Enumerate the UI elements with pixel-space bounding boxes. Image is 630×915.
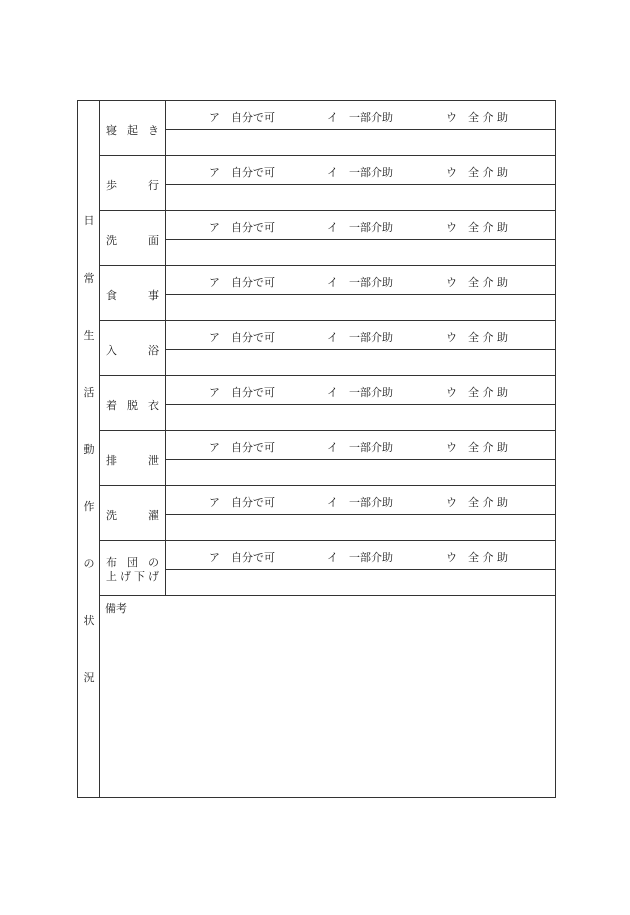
- option-letter: ウ: [446, 441, 457, 454]
- option-text: 全 介 助: [468, 166, 508, 179]
- option-letter: イ: [327, 111, 338, 124]
- option[interactable]: [446, 384, 508, 400]
- row-label-line: 着 脱 衣: [106, 399, 159, 412]
- option[interactable]: [209, 274, 275, 290]
- option-letter: イ: [327, 551, 338, 564]
- option-letter: イ: [327, 386, 338, 399]
- row-options: [166, 431, 555, 460]
- option-text: 自分で可: [231, 496, 275, 509]
- option[interactable]: [327, 109, 393, 125]
- option[interactable]: [446, 219, 508, 235]
- option[interactable]: [446, 109, 508, 125]
- option-letter: ウ: [446, 386, 457, 399]
- adl-row: [100, 541, 555, 596]
- row-label-line: 寝 起 き: [106, 124, 159, 137]
- option[interactable]: [209, 219, 275, 235]
- row-label: [100, 431, 166, 485]
- option-letter: イ: [327, 276, 338, 289]
- row-label: [100, 541, 166, 595]
- row-label-line: 歩 行: [106, 179, 159, 192]
- option[interactable]: [446, 439, 508, 455]
- option-text: 自分で可: [231, 441, 275, 454]
- row-label-line: 洗 面: [106, 234, 159, 247]
- adl-row: [100, 211, 555, 266]
- option[interactable]: [446, 329, 508, 345]
- option-text: 一部介助: [349, 551, 393, 564]
- row-label: [100, 101, 166, 155]
- adl-row: [100, 266, 555, 321]
- section-title-char: 常: [83, 272, 95, 285]
- option-text: 自分で可: [231, 221, 275, 234]
- adl-row: [100, 431, 555, 486]
- option-text: 自分で可: [231, 331, 275, 344]
- option[interactable]: [327, 549, 393, 565]
- option-letter: ア: [209, 331, 220, 344]
- option-text: 一部介助: [349, 496, 393, 509]
- section-title-char: 動: [83, 443, 95, 456]
- option-letter: ア: [209, 496, 220, 509]
- row-label-line: 布 団 の: [106, 556, 159, 569]
- row-options: [166, 101, 555, 130]
- option-text: 自分で可: [231, 551, 275, 564]
- row-options: [166, 266, 555, 295]
- section-title-char: 日: [83, 214, 95, 227]
- row-options: [166, 486, 555, 515]
- row-options: [166, 156, 555, 185]
- option-letter: ウ: [446, 166, 457, 179]
- row-options: [166, 376, 555, 405]
- option-text: 一部介助: [349, 386, 393, 399]
- section-title-char: 況: [83, 671, 95, 684]
- option[interactable]: [446, 274, 508, 290]
- option-text: 全 介 助: [468, 551, 508, 564]
- option-text: 全 介 助: [468, 496, 508, 509]
- adl-status-form: [77, 100, 556, 798]
- option-text: 一部介助: [349, 111, 393, 124]
- row-label: [100, 211, 166, 265]
- option[interactable]: [209, 549, 275, 565]
- option-text: 一部介助: [349, 166, 393, 179]
- option-letter: ウ: [446, 111, 457, 124]
- option[interactable]: [209, 329, 275, 345]
- row-label-line: 排 泄: [106, 454, 159, 467]
- option-letter: ア: [209, 276, 220, 289]
- row-label-line: 洗 濯: [106, 509, 159, 522]
- option-letter: ア: [209, 221, 220, 234]
- option[interactable]: [209, 109, 275, 125]
- row-label: [100, 376, 166, 430]
- option[interactable]: [446, 164, 508, 180]
- row-label-line: 食 事: [106, 289, 159, 302]
- option-text: 自分で可: [231, 166, 275, 179]
- option[interactable]: [209, 384, 275, 400]
- option-text: 全 介 助: [468, 441, 508, 454]
- option-letter: ウ: [446, 276, 457, 289]
- row-options: [166, 541, 555, 570]
- option-letter: ウ: [446, 221, 457, 234]
- option[interactable]: [327, 164, 393, 180]
- option[interactable]: [209, 164, 275, 180]
- option-text: 自分で可: [231, 276, 275, 289]
- row-label: [100, 486, 166, 540]
- option-text: 全 介 助: [468, 386, 508, 399]
- section-title-char: 生: [83, 329, 95, 342]
- row-options: [166, 321, 555, 350]
- option-text: 全 介 助: [468, 331, 508, 344]
- option-letter: イ: [327, 496, 338, 509]
- option-letter: ア: [209, 111, 220, 124]
- row-label: [100, 321, 166, 375]
- option[interactable]: [327, 219, 393, 235]
- option[interactable]: [327, 384, 393, 400]
- option[interactable]: [327, 329, 393, 345]
- option-text: 全 介 助: [468, 111, 508, 124]
- option-text: 全 介 助: [468, 221, 508, 234]
- row-label-line: 上げ下げ: [106, 570, 159, 583]
- option-letter: ア: [209, 166, 220, 179]
- option-letter: ア: [209, 551, 220, 564]
- option-letter: ウ: [446, 331, 457, 344]
- option[interactable]: [446, 549, 508, 565]
- option-letter: ウ: [446, 496, 457, 509]
- option-text: 全 介 助: [468, 276, 508, 289]
- option-letter: ウ: [446, 551, 457, 564]
- option[interactable]: [327, 274, 393, 290]
- option-text: 自分で可: [231, 386, 275, 399]
- section-title-char: 状: [83, 614, 95, 627]
- row-label: [100, 266, 166, 320]
- section-title-char: 作: [83, 500, 95, 513]
- option[interactable]: [209, 439, 275, 455]
- option-text: 一部介助: [349, 331, 393, 344]
- row-options: [166, 211, 555, 240]
- option-letter: ア: [209, 441, 220, 454]
- adl-row: [100, 156, 555, 211]
- remarks-area[interactable]: [100, 596, 555, 797]
- option-text: 一部介助: [349, 276, 393, 289]
- row-label-line: 入 浴: [106, 344, 159, 357]
- option-letter: イ: [327, 441, 338, 454]
- option-text: 一部介助: [349, 441, 393, 454]
- option[interactable]: [446, 494, 508, 510]
- adl-row: [100, 376, 555, 431]
- remarks-label: 備考: [105, 602, 127, 615]
- adl-row: [100, 101, 555, 156]
- option-text: 一部介助: [349, 221, 393, 234]
- section-title-vertical: [78, 101, 100, 797]
- option[interactable]: [327, 439, 393, 455]
- option-letter: イ: [327, 166, 338, 179]
- option-letter: イ: [327, 331, 338, 344]
- row-label: [100, 156, 166, 210]
- section-title-char: 活: [83, 386, 95, 399]
- option[interactable]: [209, 494, 275, 510]
- adl-row: [100, 321, 555, 376]
- option-letter: イ: [327, 221, 338, 234]
- adl-row: [100, 486, 555, 541]
- section-title-char: の: [83, 557, 95, 570]
- option-text: 自分で可: [231, 111, 275, 124]
- option-letter: ア: [209, 386, 220, 399]
- option[interactable]: [327, 494, 393, 510]
